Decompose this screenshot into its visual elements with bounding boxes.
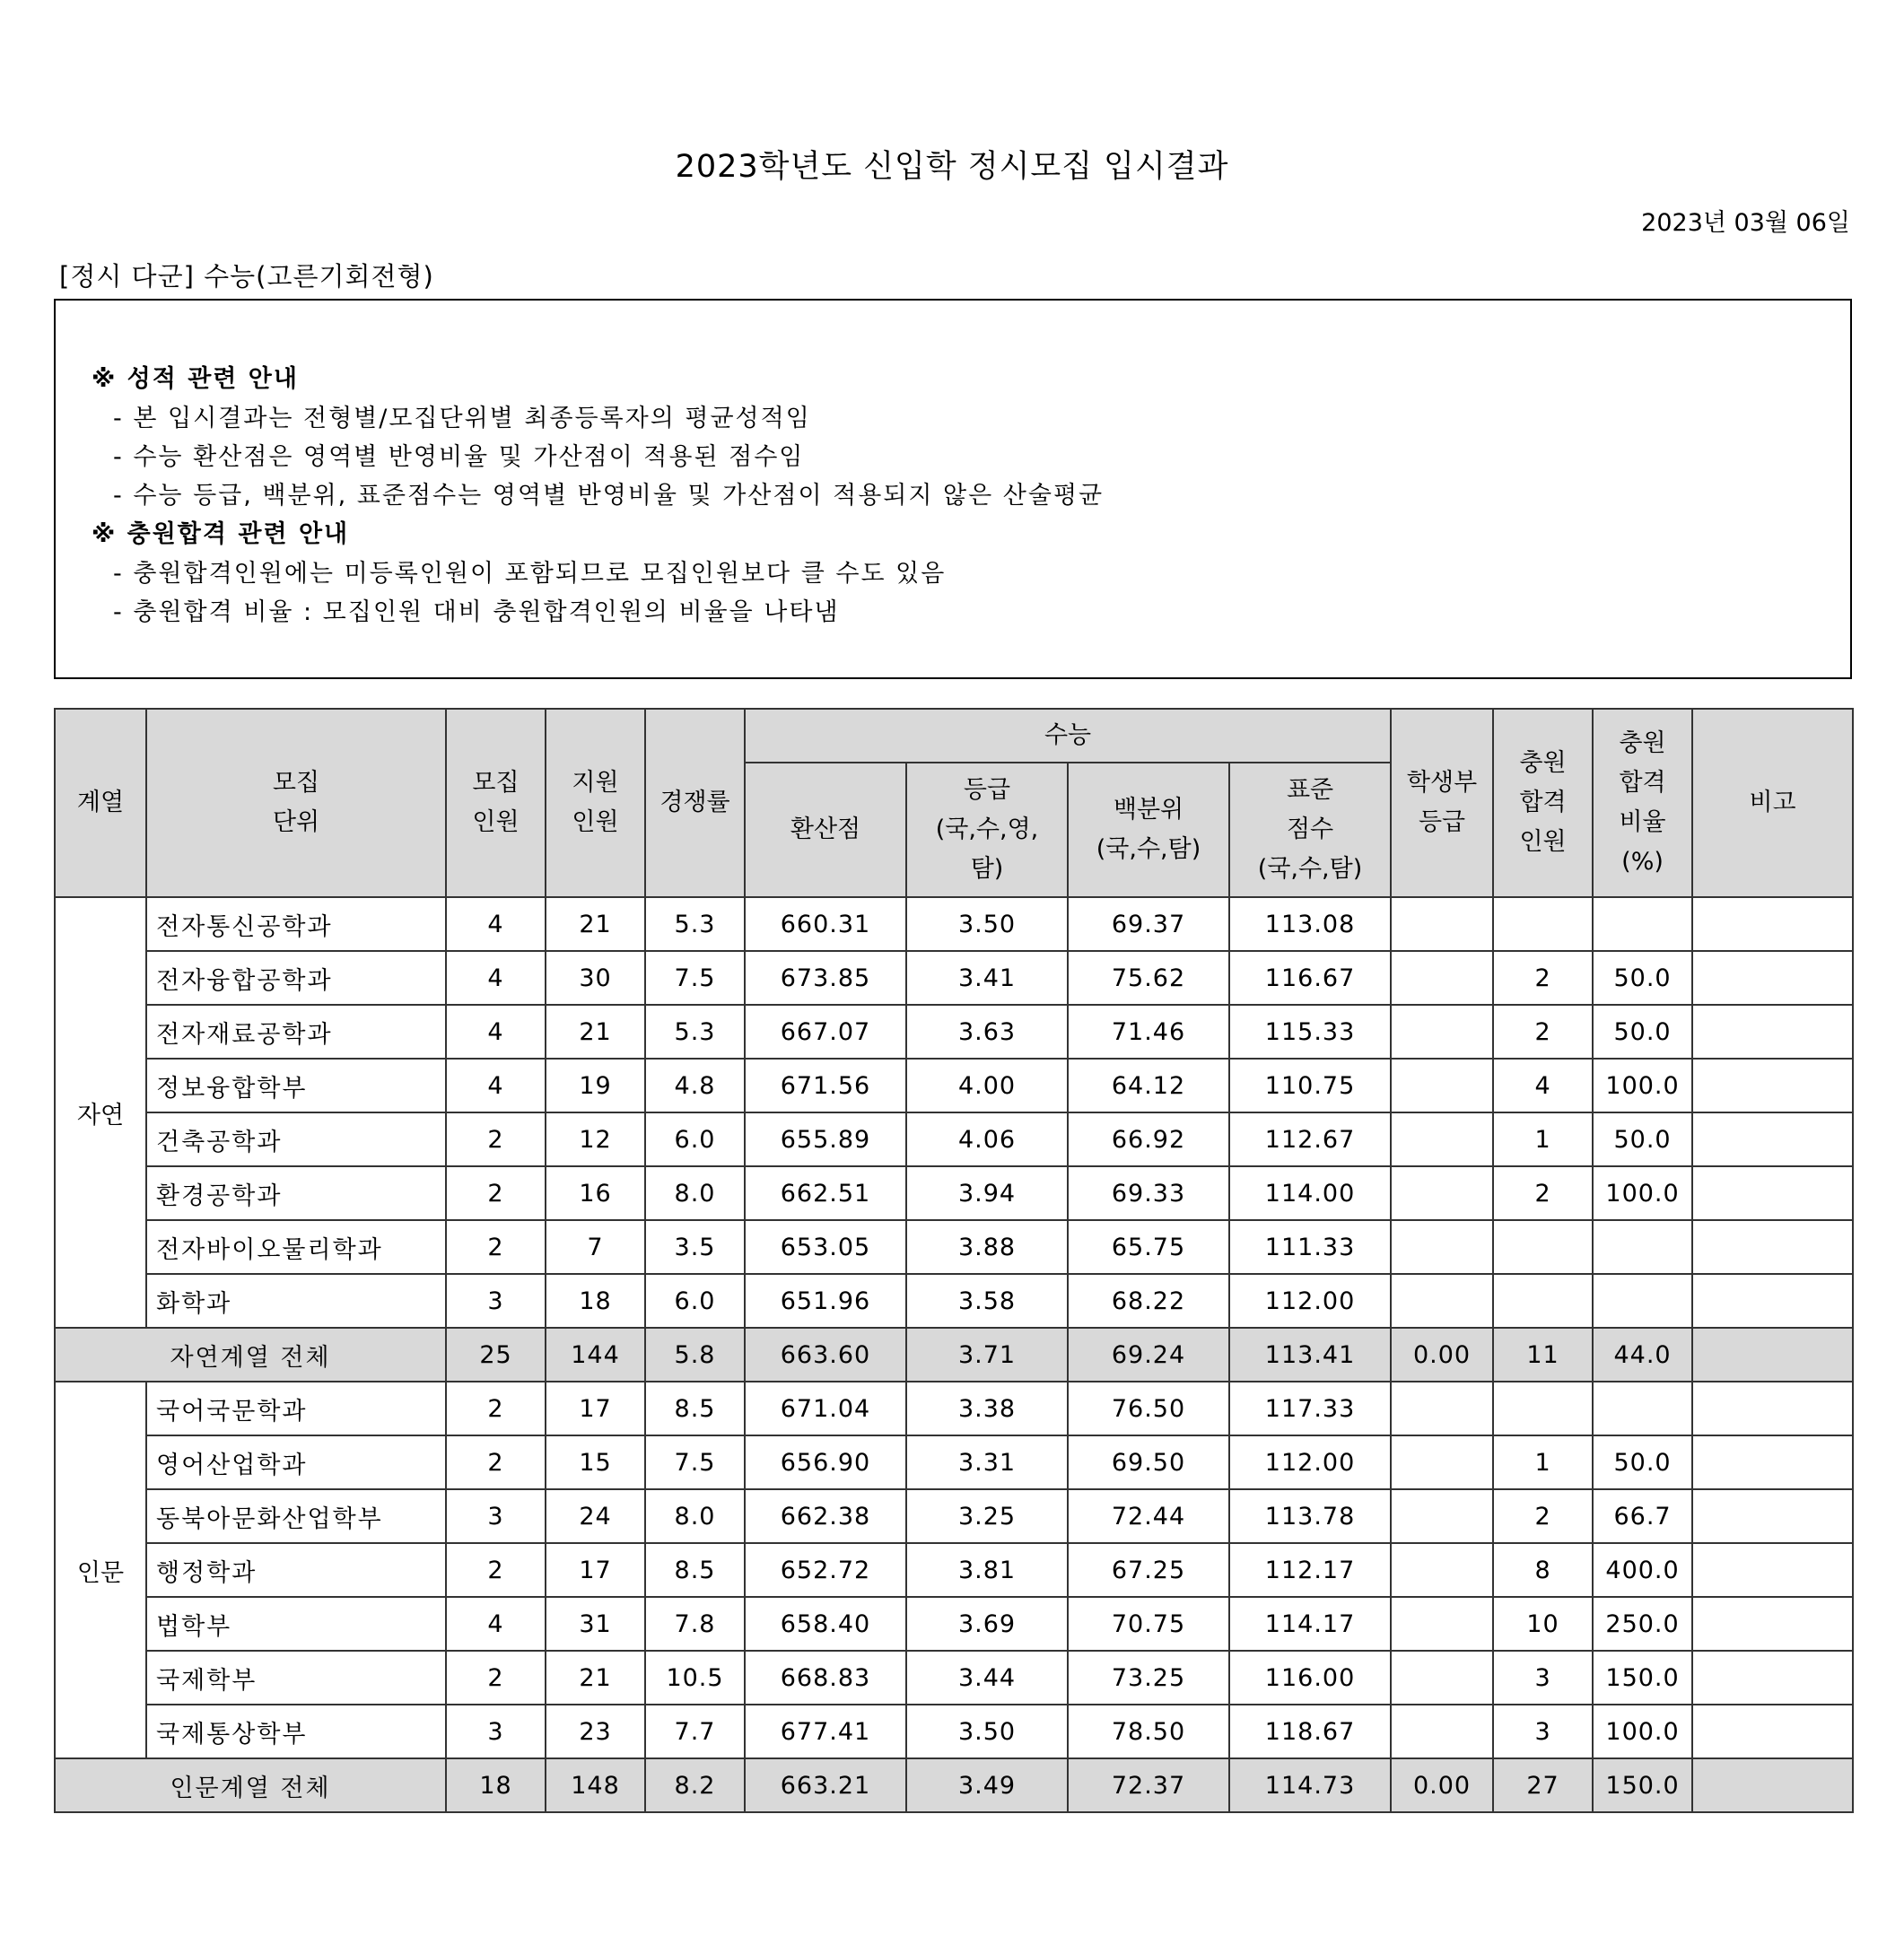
remarks-cell <box>1692 1274 1853 1328</box>
quota-cell: 3 <box>446 1489 546 1543</box>
percentile-cell: 71.46 <box>1068 1005 1229 1059</box>
grade-cell: 3.63 <box>906 1005 1068 1059</box>
percentile-cell: 78.50 <box>1068 1705 1229 1758</box>
grade-cell: 3.50 <box>906 897 1068 951</box>
results-table <box>54 708 1854 1813</box>
school-record-cell <box>1391 1543 1493 1597</box>
grade-cell: 3.58 <box>906 1274 1068 1328</box>
school-record-cell <box>1391 1597 1493 1651</box>
table-row <box>55 1166 1853 1220</box>
grade-cell: 3.25 <box>906 1489 1068 1543</box>
extra-count-cell: 8 <box>1493 1543 1593 1597</box>
table-row <box>55 1489 1853 1543</box>
applicants-cell: 18 <box>546 1274 645 1328</box>
subtotal-applicants-cell: 144 <box>546 1328 645 1382</box>
unit-cell: 법학부 <box>146 1597 446 1651</box>
extra-rate-cell <box>1593 1382 1692 1435</box>
remarks-cell <box>1692 1059 1853 1112</box>
extra-count-cell: 2 <box>1493 1166 1593 1220</box>
school-record-cell <box>1391 1005 1493 1059</box>
header-extra-count: 충원 합격 인원 <box>1493 709 1593 897</box>
notice-heading-score: ※ 성적 관련 안내 <box>92 365 299 393</box>
standard-cell: 113.08 <box>1229 897 1391 951</box>
quota-cell: 2 <box>446 1651 546 1705</box>
school-record-cell <box>1391 1166 1493 1220</box>
converted-cell: 656.90 <box>745 1435 906 1489</box>
standard-cell: 113.78 <box>1229 1489 1391 1543</box>
section-label: [정시 다군] 수능(고른기회전형) <box>59 261 434 292</box>
ratio-cell: 10.5 <box>645 1651 745 1705</box>
table-body <box>55 897 1853 1812</box>
quota-cell: 2 <box>446 1435 546 1489</box>
standard-cell: 110.75 <box>1229 1059 1391 1112</box>
applicants-cell: 21 <box>546 1005 645 1059</box>
subtotal-ratio-cell: 8.2 <box>645 1758 745 1812</box>
subtotal-school-record-cell: 0.00 <box>1391 1328 1493 1382</box>
unit-cell: 환경공학과 <box>146 1166 446 1220</box>
extra-count-cell: 1 <box>1493 1435 1593 1489</box>
unit-cell: 국제통상학부 <box>146 1705 446 1758</box>
applicants-cell: 23 <box>546 1705 645 1758</box>
quota-cell: 2 <box>446 1543 546 1597</box>
table-row <box>55 1651 1853 1705</box>
subtotal-percentile-cell: 72.37 <box>1068 1758 1229 1812</box>
school-record-cell <box>1391 1274 1493 1328</box>
ratio-cell: 7.5 <box>645 951 745 1005</box>
applicants-cell: 21 <box>546 1651 645 1705</box>
header-ratio: 경쟁률 <box>645 709 745 897</box>
extra-rate-cell <box>1593 1220 1692 1274</box>
applicants-cell: 17 <box>546 1382 645 1435</box>
extra-rate-cell: 100.0 <box>1593 1166 1692 1220</box>
remarks-cell <box>1692 1705 1853 1758</box>
subtotal-ratio-cell: 5.8 <box>645 1328 745 1382</box>
grade-cell: 3.44 <box>906 1651 1068 1705</box>
extra-count-cell: 4 <box>1493 1059 1593 1112</box>
header-grade: 등급 (국,수,영, 탐) <box>906 763 1068 897</box>
percentile-cell: 67.25 <box>1068 1543 1229 1597</box>
standard-cell: 116.00 <box>1229 1651 1391 1705</box>
unit-cell: 화학과 <box>146 1274 446 1328</box>
unit-cell: 정보융합학부 <box>146 1059 446 1112</box>
grade-cell: 3.88 <box>906 1220 1068 1274</box>
school-record-cell <box>1391 951 1493 1005</box>
grade-cell: 3.41 <box>906 951 1068 1005</box>
subtotal-grade-cell: 3.71 <box>906 1328 1068 1382</box>
notice-item: - 수능 환산점은 영역별 반영비율 및 가산점이 적용된 점수임 <box>113 443 805 471</box>
applicants-cell: 16 <box>546 1166 645 1220</box>
grade-cell: 4.00 <box>906 1059 1068 1112</box>
remarks-cell <box>1692 1220 1853 1274</box>
applicants-cell: 30 <box>546 951 645 1005</box>
extra-rate-cell <box>1593 897 1692 951</box>
quota-cell: 2 <box>446 1382 546 1435</box>
remarks-cell <box>1692 1112 1853 1166</box>
converted-cell: 671.56 <box>745 1059 906 1112</box>
extra-count-cell: 3 <box>1493 1651 1593 1705</box>
table-row <box>55 951 1853 1005</box>
school-record-cell <box>1391 1489 1493 1543</box>
converted-cell: 658.40 <box>745 1597 906 1651</box>
standard-cell: 117.33 <box>1229 1382 1391 1435</box>
percentile-cell: 76.50 <box>1068 1382 1229 1435</box>
document-date: 2023년 03월 06일 <box>1641 209 1850 237</box>
unit-cell: 건축공학과 <box>146 1112 446 1166</box>
standard-cell: 112.00 <box>1229 1274 1391 1328</box>
table-row <box>55 1112 1853 1166</box>
table-row <box>55 1543 1853 1597</box>
standard-cell: 114.17 <box>1229 1597 1391 1651</box>
extra-count-cell <box>1493 897 1593 951</box>
subtotal-converted-cell: 663.60 <box>745 1328 906 1382</box>
standard-cell: 114.00 <box>1229 1166 1391 1220</box>
subtotal-extra-rate-cell: 150.0 <box>1593 1758 1692 1812</box>
grade-cell: 3.94 <box>906 1166 1068 1220</box>
converted-cell: 668.83 <box>745 1651 906 1705</box>
ratio-cell: 8.0 <box>645 1166 745 1220</box>
extra-rate-cell <box>1593 1274 1692 1328</box>
extra-rate-cell: 150.0 <box>1593 1651 1692 1705</box>
grade-cell: 3.50 <box>906 1705 1068 1758</box>
school-record-cell <box>1391 1059 1493 1112</box>
extra-count-cell: 2 <box>1493 1489 1593 1543</box>
percentile-cell: 66.92 <box>1068 1112 1229 1166</box>
applicants-cell: 24 <box>546 1489 645 1543</box>
standard-cell: 111.33 <box>1229 1220 1391 1274</box>
table-header <box>55 709 1853 897</box>
notice-heading-extra: ※ 충원합격 관련 안내 <box>92 520 350 548</box>
subtotal-converted-cell: 663.21 <box>745 1758 906 1812</box>
table-row <box>55 1597 1853 1651</box>
grade-cell: 3.38 <box>906 1382 1068 1435</box>
remarks-cell <box>1692 1435 1853 1489</box>
percentile-cell: 73.25 <box>1068 1651 1229 1705</box>
percentile-cell: 72.44 <box>1068 1489 1229 1543</box>
converted-cell: 662.51 <box>745 1166 906 1220</box>
remarks-cell <box>1692 1543 1853 1597</box>
extra-rate-cell: 50.0 <box>1593 1005 1692 1059</box>
extra-count-cell: 2 <box>1493 951 1593 1005</box>
table-row <box>55 1220 1853 1274</box>
percentile-cell: 65.75 <box>1068 1220 1229 1274</box>
extra-rate-cell: 66.7 <box>1593 1489 1692 1543</box>
applicants-cell: 19 <box>546 1059 645 1112</box>
converted-cell: 667.07 <box>745 1005 906 1059</box>
header-remarks: 비고 <box>1692 709 1853 897</box>
header-unit: 모집 단위 <box>146 709 446 897</box>
percentile-cell: 64.12 <box>1068 1059 1229 1112</box>
school-record-cell <box>1391 1705 1493 1758</box>
header-extra-rate: 충원 합격 비율 (%) <box>1593 709 1692 897</box>
ratio-cell: 7.7 <box>645 1705 745 1758</box>
remarks-cell <box>1692 1489 1853 1543</box>
quota-cell: 4 <box>446 951 546 1005</box>
school-record-cell <box>1391 1651 1493 1705</box>
subtotal-quota-cell: 18 <box>446 1758 546 1812</box>
header-suneung: 수능 <box>745 709 1391 763</box>
percentile-cell: 69.50 <box>1068 1435 1229 1489</box>
remarks-cell <box>1692 1005 1853 1059</box>
percentile-cell: 69.33 <box>1068 1166 1229 1220</box>
quota-cell: 2 <box>446 1166 546 1220</box>
page-title: 2023학년도 신입학 정시모집 입시결과 <box>675 149 1229 185</box>
unit-cell: 행정학과 <box>146 1543 446 1597</box>
category-cell: 인문 <box>55 1382 146 1758</box>
table-row <box>55 1435 1853 1489</box>
table-row <box>55 1059 1853 1112</box>
ratio-cell: 5.3 <box>645 897 745 951</box>
extra-rate-cell: 100.0 <box>1593 1705 1692 1758</box>
header-quota: 모집 인원 <box>446 709 546 897</box>
extra-count-cell <box>1493 1220 1593 1274</box>
ratio-cell: 8.0 <box>645 1489 745 1543</box>
quota-cell: 2 <box>446 1112 546 1166</box>
remarks-cell <box>1692 1651 1853 1705</box>
ratio-cell: 3.5 <box>645 1220 745 1274</box>
notice-item: - 본 입시결과는 전형별/모집단위별 최종등록자의 평균성적임 <box>113 405 811 432</box>
subtotal-school-record-cell: 0.00 <box>1391 1758 1493 1812</box>
ratio-cell: 7.8 <box>645 1597 745 1651</box>
header-percentile: 백분위 (국,수,탐) <box>1068 763 1229 897</box>
subtotal-label: 자연계열 전체 <box>55 1328 446 1382</box>
applicants-cell: 17 <box>546 1543 645 1597</box>
header-standard: 표준 점수 (국,수,탐) <box>1229 763 1391 897</box>
school-record-cell <box>1391 1382 1493 1435</box>
percentile-cell: 70.75 <box>1068 1597 1229 1651</box>
extra-count-cell <box>1493 1274 1593 1328</box>
header-school-record: 학생부 등급 <box>1391 709 1493 897</box>
table-row <box>55 1382 1853 1435</box>
unit-cell: 국제학부 <box>146 1651 446 1705</box>
unit-cell: 영어산업학과 <box>146 1435 446 1489</box>
school-record-cell <box>1391 1435 1493 1489</box>
converted-cell: 677.41 <box>745 1705 906 1758</box>
remarks-cell <box>1692 1166 1853 1220</box>
table-row <box>55 1705 1853 1758</box>
converted-cell: 671.04 <box>745 1382 906 1435</box>
subtotal-extra-rate-cell: 44.0 <box>1593 1328 1692 1382</box>
grade-cell: 4.06 <box>906 1112 1068 1166</box>
subtotal-standard-cell: 113.41 <box>1229 1328 1391 1382</box>
notice-item: - 충원합격인원에는 미등록인원이 포함되므로 모집인원보다 클 수도 있음 <box>113 560 947 588</box>
converted-cell: 662.38 <box>745 1489 906 1543</box>
unit-cell: 전자바이오물리학과 <box>146 1220 446 1274</box>
unit-cell: 동북아문화산업학부 <box>146 1489 446 1543</box>
grade-cell: 3.69 <box>906 1597 1068 1651</box>
standard-cell: 112.17 <box>1229 1543 1391 1597</box>
standard-cell: 115.33 <box>1229 1005 1391 1059</box>
quota-cell: 3 <box>446 1274 546 1328</box>
extra-rate-cell: 50.0 <box>1593 951 1692 1005</box>
table-row <box>55 897 1853 951</box>
table-row <box>55 1005 1853 1059</box>
converted-cell: 651.96 <box>745 1274 906 1328</box>
subtotal-remarks-cell <box>1692 1758 1853 1812</box>
remarks-cell <box>1692 1597 1853 1651</box>
remarks-cell <box>1692 897 1853 951</box>
school-record-cell <box>1391 1112 1493 1166</box>
subtotal-standard-cell: 114.73 <box>1229 1758 1391 1812</box>
converted-cell: 652.72 <box>745 1543 906 1597</box>
standard-cell: 116.67 <box>1229 951 1391 1005</box>
ratio-cell: 6.0 <box>645 1112 745 1166</box>
unit-cell: 국어국문학과 <box>146 1382 446 1435</box>
standard-cell: 118.67 <box>1229 1705 1391 1758</box>
subtotal-percentile-cell: 69.24 <box>1068 1328 1229 1382</box>
standard-cell: 112.00 <box>1229 1435 1391 1489</box>
extra-count-cell: 2 <box>1493 1005 1593 1059</box>
school-record-cell <box>1391 897 1493 951</box>
quota-cell: 4 <box>446 1597 546 1651</box>
quota-cell: 4 <box>446 1005 546 1059</box>
subtotal-quota-cell: 25 <box>446 1328 546 1382</box>
extra-count-cell: 1 <box>1493 1112 1593 1166</box>
subtotal-extra-count-cell: 11 <box>1493 1328 1593 1382</box>
ratio-cell: 8.5 <box>645 1382 745 1435</box>
header-category: 계열 <box>55 709 146 897</box>
subtotal-remarks-cell <box>1692 1328 1853 1382</box>
ratio-cell: 5.3 <box>645 1005 745 1059</box>
grade-cell: 3.81 <box>906 1543 1068 1597</box>
quota-cell: 4 <box>446 1059 546 1112</box>
extra-count-cell <box>1493 1382 1593 1435</box>
converted-cell: 673.85 <box>745 951 906 1005</box>
notice-box <box>54 299 1852 679</box>
grade-cell: 3.31 <box>906 1435 1068 1489</box>
extra-rate-cell: 50.0 <box>1593 1112 1692 1166</box>
extra-rate-cell: 250.0 <box>1593 1597 1692 1651</box>
subtotal-applicants-cell: 148 <box>546 1758 645 1812</box>
unit-cell: 전자재료공학과 <box>146 1005 446 1059</box>
school-record-cell <box>1391 1220 1493 1274</box>
ratio-cell: 7.5 <box>645 1435 745 1489</box>
notice-item: - 충원합격 비율 : 모집인원 대비 충원합격인원의 비율을 나타냄 <box>113 598 840 626</box>
applicants-cell: 21 <box>546 897 645 951</box>
applicants-cell: 15 <box>546 1435 645 1489</box>
unit-cell: 전자통신공학과 <box>146 897 446 951</box>
applicants-cell: 12 <box>546 1112 645 1166</box>
converted-cell: 660.31 <box>745 897 906 951</box>
extra-rate-cell: 50.0 <box>1593 1435 1692 1489</box>
subtotal-row <box>55 1328 1853 1382</box>
quota-cell: 3 <box>446 1705 546 1758</box>
header-converted: 환산점 <box>745 763 906 897</box>
subtotal-label: 인문계열 전체 <box>55 1758 446 1812</box>
ratio-cell: 6.0 <box>645 1274 745 1328</box>
extra-rate-cell: 400.0 <box>1593 1543 1692 1597</box>
notice-item: - 수능 등급, 백분위, 표준점수는 영역별 반영비율 및 가산점이 적용되지 않은 산술평균 <box>113 482 1105 510</box>
extra-rate-cell: 100.0 <box>1593 1059 1692 1112</box>
header-applicants: 지원 인원 <box>546 709 645 897</box>
remarks-cell <box>1692 1382 1853 1435</box>
extra-count-cell: 3 <box>1493 1705 1593 1758</box>
ratio-cell: 8.5 <box>645 1543 745 1597</box>
percentile-cell: 68.22 <box>1068 1274 1229 1328</box>
category-cell: 자연 <box>55 897 146 1328</box>
converted-cell: 653.05 <box>745 1220 906 1274</box>
ratio-cell: 4.8 <box>645 1059 745 1112</box>
subtotal-row <box>55 1758 1853 1812</box>
quota-cell: 2 <box>446 1220 546 1274</box>
applicants-cell: 7 <box>546 1220 645 1274</box>
standard-cell: 112.67 <box>1229 1112 1391 1166</box>
percentile-cell: 69.37 <box>1068 897 1229 951</box>
converted-cell: 655.89 <box>745 1112 906 1166</box>
subtotal-extra-count-cell: 27 <box>1493 1758 1593 1812</box>
extra-count-cell: 10 <box>1493 1597 1593 1651</box>
table-row <box>55 1274 1853 1328</box>
quota-cell: 4 <box>446 897 546 951</box>
percentile-cell: 75.62 <box>1068 951 1229 1005</box>
unit-cell: 전자융합공학과 <box>146 951 446 1005</box>
remarks-cell <box>1692 951 1853 1005</box>
applicants-cell: 31 <box>546 1597 645 1651</box>
subtotal-grade-cell: 3.49 <box>906 1758 1068 1812</box>
